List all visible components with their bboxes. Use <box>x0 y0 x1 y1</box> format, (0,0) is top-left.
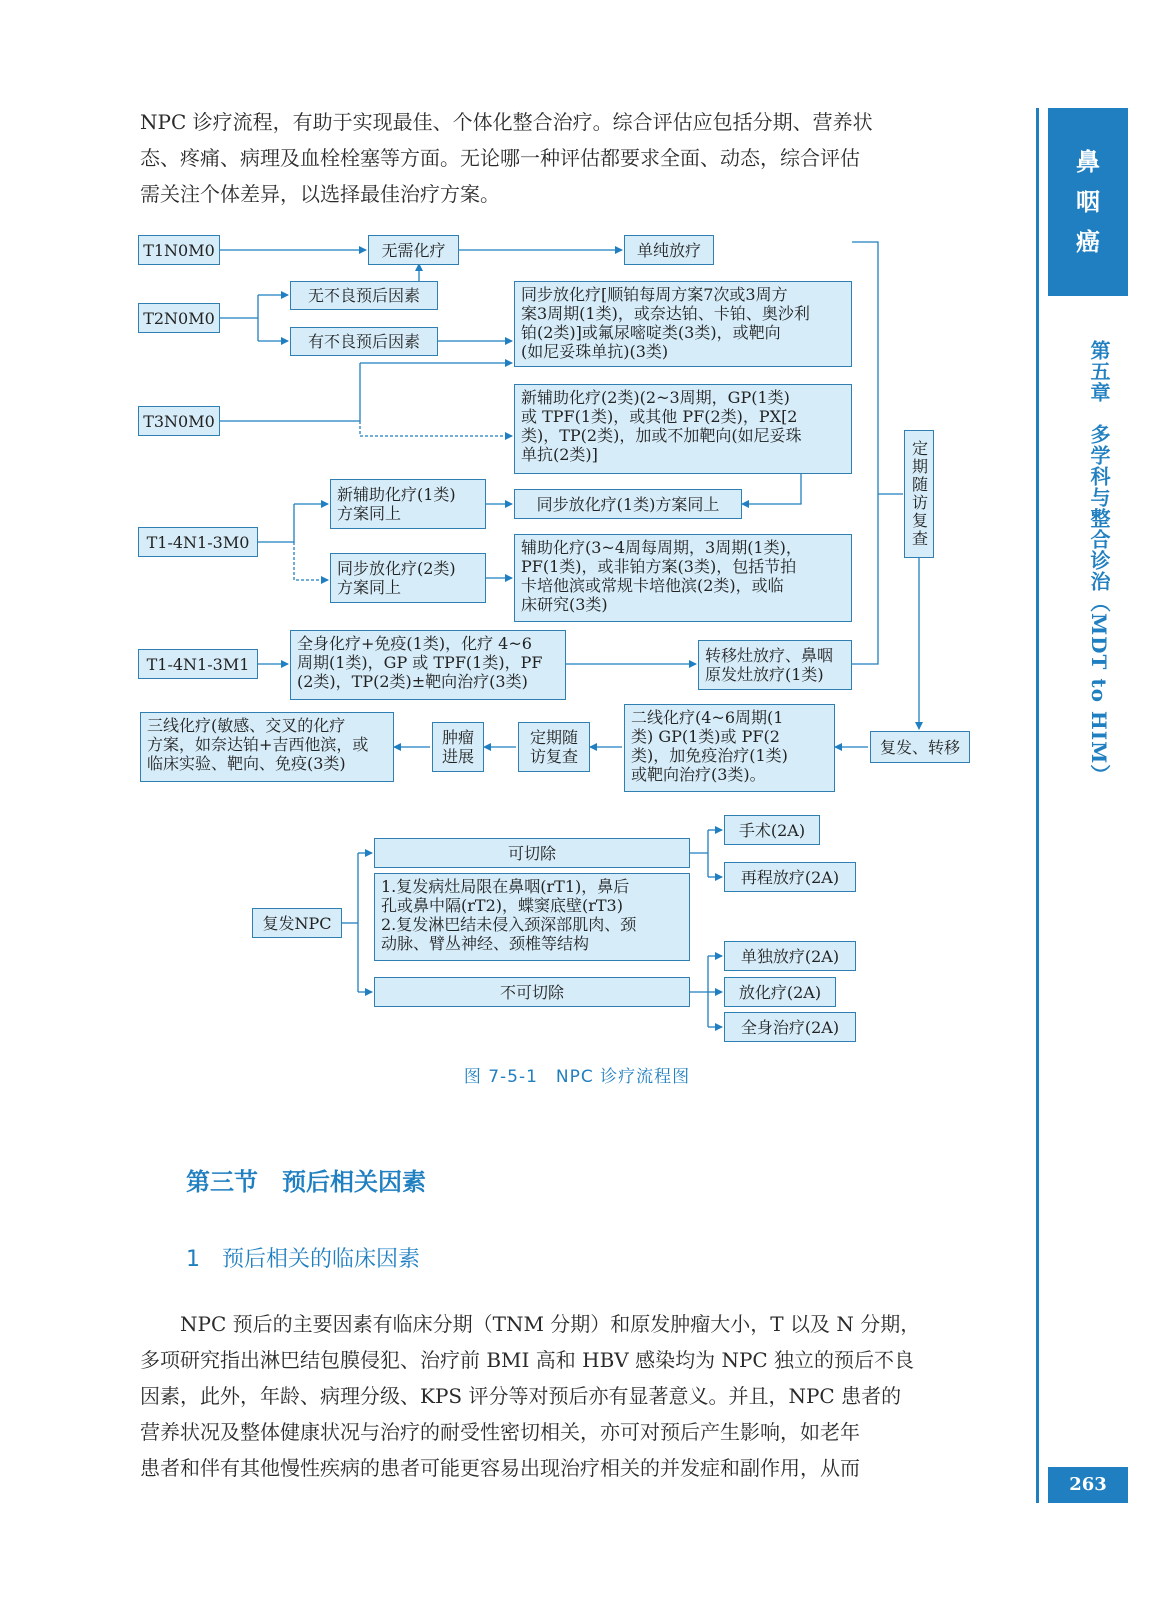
box-relapse-metastasis: 复发、转移 <box>870 731 970 763</box>
box-no-bad-factor: 无不良预后因素 <box>290 281 438 310</box>
chapter-label: 第五章 多学科与整合诊治（MDT to HIM） <box>1087 340 1111 786</box>
box-neoadjuvant-2: 新辅助化疗(1类) 方案同上 <box>330 479 486 529</box>
intro-line: 需关注个体差异，以选择最佳治疗方案。 <box>140 182 500 206</box>
body-line: 因素，此外，年龄、病理分级、KPS 评分等对预后亦有显著意义。并且，NPC 患者的 <box>140 1384 902 1408</box>
box-second-line: 二线化疗(4~6周期(1 类) GP(1类)或 PF(2 类)，加免疫治疗(1类) 或靶向治疗(3类)。 <box>624 704 835 792</box>
box-concurrent-3: 同步放化疗(2类) 方案同上 <box>330 553 486 603</box>
chapter-thumb-tab <box>1048 108 1128 296</box>
subsection-title: 1 预后相关的临床因素 <box>186 1247 420 1272</box>
margin-rule <box>1036 108 1039 1503</box>
intro-line: NPC 诊疗流程，有助于实现最佳、个体化整合治疗。综合评估应包括分期、营养状 <box>140 110 873 134</box>
box-unresectable: 不可切除 <box>374 977 690 1007</box>
box-re-rt: 再程放疗(2A) <box>724 862 856 892</box>
box-criteria: 1.复发病灶局限在鼻咽(rT1)，鼻后 孔或鼻中隔(rT2)，蝶窦底壁(rT3) 2.复发淋巴结未侵入颈深部肌肉、颈 动脉、臂丛神经、颈椎等结构 <box>374 873 690 961</box>
box-concurrent-1: 同步放化疗[顺铂每周方案7次或3周方 案3周期(1类)，或奈达铂、卡铂、奥沙利 铂(2类)]或氟尿嘧啶类(3类)，或靶向 (如尼妥珠单抗)(3类) <box>514 281 852 367</box>
section-title: 第三节 预后相关因素 <box>186 1167 426 1196</box>
thumb-tab-char: 癌 <box>1076 228 1100 256</box>
box-progression: 肿瘤 进展 <box>432 722 484 772</box>
box-rt-only: 单纯放疗 <box>624 235 714 265</box>
box-concurrent-2: 同步放化疗(1类)方案同上 <box>514 489 742 519</box>
box-rt-alone: 单独放疗(2A) <box>724 941 856 971</box>
box-neoadjuvant-1: 新辅助化疗(2类)(2~3周期，GP(1类) 或 TPF(1类)，或其他 PF(2类)，PX[2 类)，TP(2类)，加或不加靶向(如尼妥珠 单抗(2类)] <box>514 384 852 474</box>
thumb-tab-char: 咽 <box>1076 188 1100 216</box>
body-line: 营养状况及整体健康状况与治疗的耐受性密切相关，亦可对预后产生影响，如老年 <box>140 1420 860 1444</box>
box-bad-factor: 有不良预后因素 <box>290 327 438 356</box>
box-t14n13m1: T1-4N1-3M1 <box>138 649 258 679</box>
box-follow-up-horizontal: 定期随 访复查 <box>518 722 590 772</box>
box-surgery: 手术(2A) <box>724 815 820 845</box>
box-systemic: 全身化疗+免疫(1类)，化疗 4~6 周期(1类)，GP 或 TPF(1类)，PF (2类)，TP(2类)±靶向治疗(3类) <box>290 630 566 700</box>
box-no-chemo: 无需化疗 <box>368 235 459 265</box>
box-follow-up-vertical: 定期随访复查 <box>904 430 934 558</box>
box-chemo-rt: 放化疗(2A) <box>724 977 836 1007</box>
figure-caption: 图 7-5-1 NPC 诊疗流程图 <box>463 1067 691 1087</box>
thumb-tab-char: 鼻 <box>1076 148 1100 176</box>
body-line: NPC 预后的主要因素有临床分期（TNM 分期）和原发肿瘤大小，T 以及 N 分期， <box>140 1312 921 1336</box>
box-t14n13m0: T1-4N1-3M0 <box>138 527 258 557</box>
body-paragraph <box>140 1306 970 1486</box>
box-resectable: 可切除 <box>374 838 690 868</box>
box-t3n0m0: T3N0M0 <box>138 406 220 436</box>
box-recurrent-npc: 复发NPC <box>252 908 342 938</box>
box-t2n0m0: T2N0M0 <box>138 303 220 333</box>
box-adjuvant: 辅助化疗(3~4周每周期，3周期(1类)， PF(1类)，或非铂方案(3类)，包括节拍 卡培他滨或常规卡培他滨(2类)，或临 床研究(3类) <box>514 534 852 622</box>
intro-line: 态、疼痛、病理及血栓栓塞等方面。无论哪一种评估都要求全面、动态，综合评估 <box>140 146 860 170</box>
body-line: 多项研究指出淋巴结包膜侵犯、治疗前 BMI 高和 HBV 感染均为 NPC 独立的预后不良 <box>140 1348 915 1372</box>
box-systemic-tx: 全身治疗(2A) <box>724 1012 856 1042</box>
box-metastasis-rt: 转移灶放疗、鼻咽 原发灶放疗(1类) <box>698 640 852 690</box>
body-line: 患者和伴有其他慢性疾病的患者可能更容易出现治疗相关的并发症和副作用，从而 <box>140 1456 860 1480</box>
page-number: 263 <box>1048 1467 1128 1503</box>
box-t1n0m0: T1N0M0 <box>138 235 220 265</box>
box-third-line: 三线化疗(敏感、交叉的化疗 方案，如奈达铂+吉西他滨，或 临床实验、靶向、免疫(3类) <box>140 712 394 782</box>
